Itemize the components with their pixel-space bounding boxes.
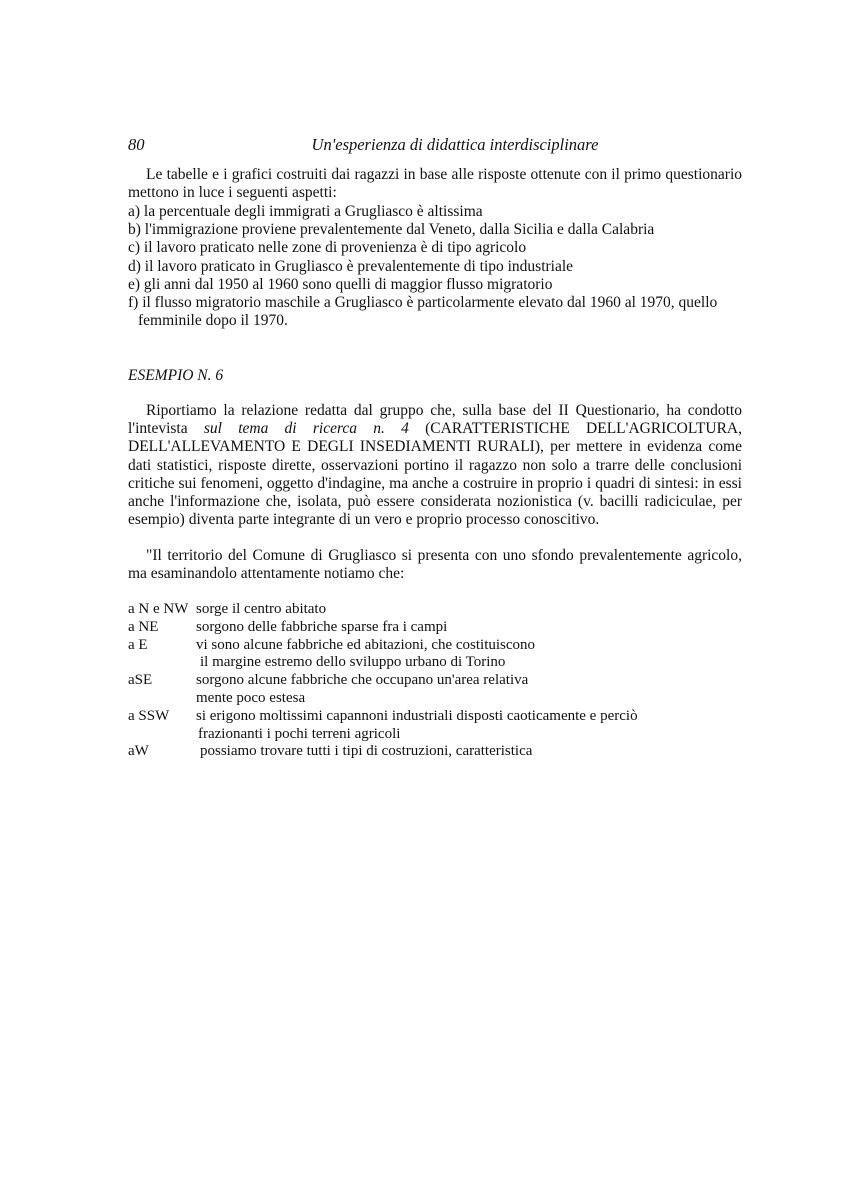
finding-item: d) il lavoro praticato in Grugliasco è prevalentemente di tipo industriale xyxy=(128,257,574,275)
page-number: 80 xyxy=(128,135,145,154)
finding-item: f) il flusso migratorio maschile a Grugliasco è particolarmente elevato dal 1960 al 1970, quello femminile dopo il 1970. xyxy=(128,294,718,330)
findings-list xyxy=(128,203,742,330)
orientation-key: a SSW xyxy=(128,707,170,724)
orientation-desc: sorgono alcune fabbriche che occupano un'area relativa mente poco estesa xyxy=(196,672,529,706)
orientation-row xyxy=(128,743,742,761)
orientation-list xyxy=(128,601,742,761)
orientation-row xyxy=(128,619,742,637)
finding-item: b) l'immigrazione proviene prevalentemente dal Veneto, dalla Sicilia e dalla Calabria xyxy=(128,221,655,239)
orientation-key: a NE xyxy=(128,618,159,635)
report-paragraph xyxy=(128,402,742,529)
running-title: Un'esperienza di didattica interdisciplinare xyxy=(311,135,599,154)
orientation-desc: vi sono alcune fabbriche ed abitazioni, che costituiscono il margine estremo dello sviluppo urbano di Torino xyxy=(196,636,536,671)
finding-item: c) il lavoro praticato nelle zone di provenienza è di tipo agricolo xyxy=(128,239,527,257)
research-topic-italic: sul tema di ricerca n. 4 xyxy=(203,420,409,438)
orientation-row xyxy=(128,601,742,619)
section-heading: ESEMPIO N. 6 xyxy=(128,367,224,384)
orientation-key: aSE xyxy=(128,672,153,689)
orientation-key: a E xyxy=(128,636,148,653)
finding-item: e) gli anni dal 1950 al 1960 sono quelli di maggior flusso migratorio xyxy=(128,275,553,293)
intro-paragraph: Le tabelle e i grafici costruiti dai ragazzi in base alle risposte ottenute con il primo questionario mettono in luce i seguenti aspetti: xyxy=(128,166,742,202)
orientation-key: aW xyxy=(128,743,149,760)
orientation-row xyxy=(128,708,742,744)
orientation-desc: sorge il centro abitato xyxy=(196,601,327,617)
orientation-row xyxy=(128,672,742,708)
orientation-key: a N e NW xyxy=(128,601,189,617)
orientation-desc: possiamo trovare tutti i tipi di costruzioni, caratteristica xyxy=(200,743,533,760)
running-header xyxy=(128,134,742,156)
orientation-desc: sorgono delle fabbriche sparse fra i campi xyxy=(196,618,448,635)
finding-item: a) la percentuale degli immigrati a Grugliasco è altissima xyxy=(128,203,483,220)
report-text-end: (CARATTERISTICHE DELL'AGRICOLTURA, DELL'ALLEVAMENTO E DEGLI INSEDIAMENTI RURALI), per mettere in evidenza come dati statistici, risposte dirette, osservazioni portino il ragazzo non solo a trarre delle conclusioni critiche sui fenomeni, oggetto d'indagine, ma anche a costruire in proprio i quadri di sintesi: in essi anche l'informazione che, isolata, può essere considerata nozionistica (v. bacilli radiciculae, per esempio) diventa parte integrante di un vero e proprio processo conoscitivo. xyxy=(128,420,742,529)
report-text-start: Riportiamo la relazione redatta dal gruppo che, sulla base del II Questionario, ha condotto l'intevista xyxy=(128,402,742,438)
orientation-desc: si erigono moltissimi capannoni industriali disposti caoticamente e perciò frazionanti i pochi terreni agricoli xyxy=(196,707,638,742)
orientation-row xyxy=(128,637,742,673)
quote-paragraph: "Il territorio del Comune di Grugliasco si presenta con uno sfondo prevalentemente agricolo, ma esaminandolo attentamente notiamo che: xyxy=(128,547,742,583)
